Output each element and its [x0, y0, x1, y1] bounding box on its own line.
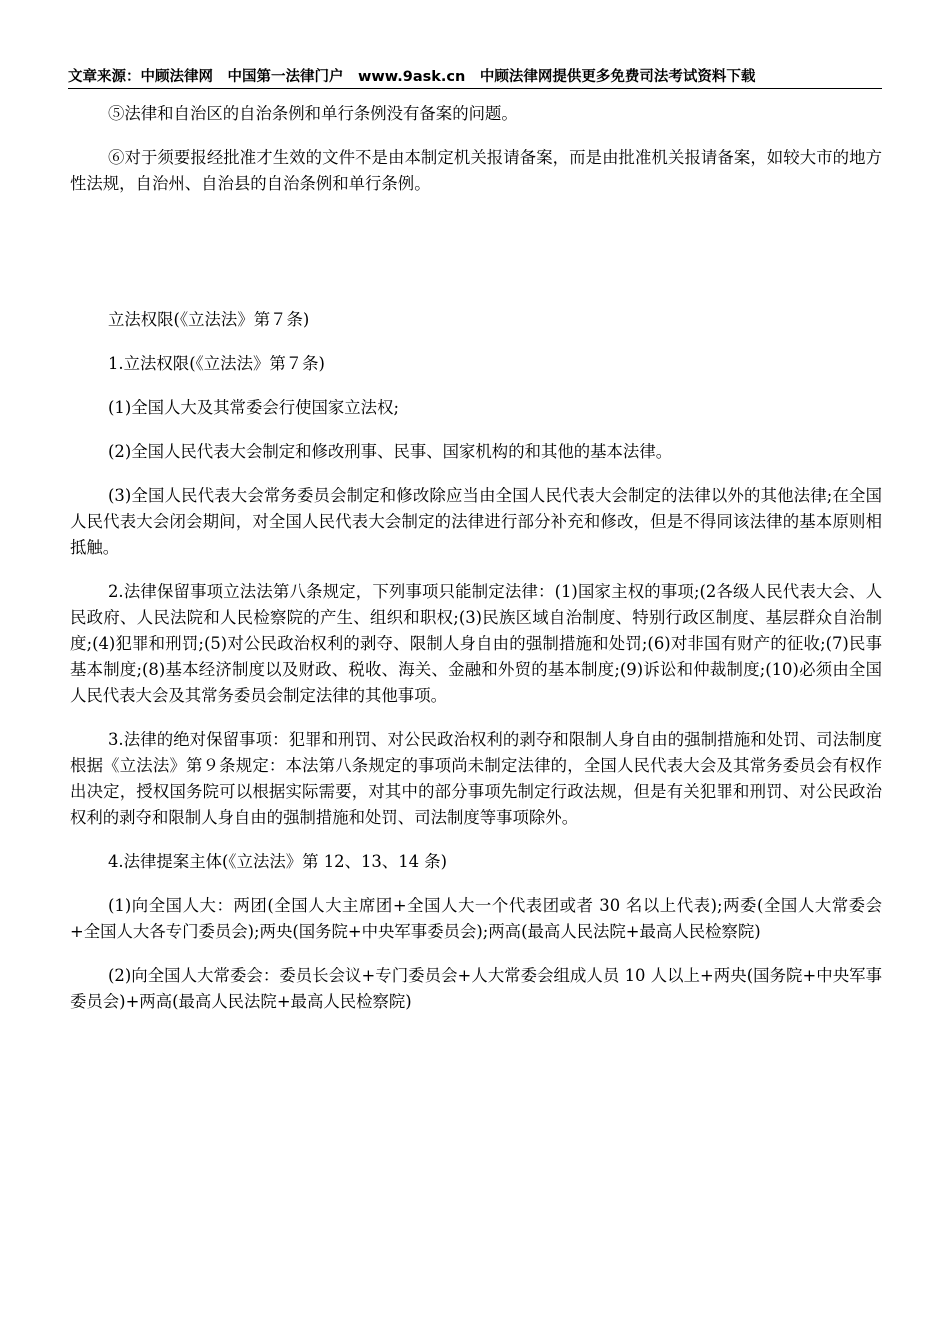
paragraph-proposers-npc: (1)向全国人大：两团(全国人大主席团+全国人大一个代表团或者 30 名以上代表);两委(全国人大常委会+全国人大各专门委员会);两央(国务院+中央军事委员会);两高(最高人民法院+最高人民检察院) [70, 896, 882, 941]
document-body [70, 101, 882, 1033]
paragraph-item-6: ⑥对于须要报经批准才生效的文件不是由本制定机关报请备案，而是由批准机关报请备案，如较大市的地方性法规，自治州、自治县的自治条例和单行条例。 [70, 148, 882, 193]
header-source-text: 文章来源：中顾法律网 中国第一法律门户 www.9ask.cn 中顾法律网提供更多免费司法考试资料下载 [68, 69, 756, 85]
paragraph-authority-3: (3)全国人民代表大会常务委员会制定和修改除应当由全国人民代表大会制定的法律以外的其他法律;在全国人民代表大会闭会期间，对全国人民代表大会制定的法律进行部分补充和修改，但是不得同该法律的基本原则相抵触。 [70, 486, 882, 557]
page-header [68, 68, 882, 89]
paragraph-absolute-reservation: 3.法律的绝对保留事项：犯罪和刑罚、对公民政治权利的剥夺和限制人身自由的强制措施和处罚、司法制度根据《立法法》第９条规定：本法第八条规定的事项尚未制定法律的，全国人民代表大会及其常务委员会有权作出决定，授权国务院可以根据实际需要，对其中的部分事项先制定行政法规，但是有关犯罪和刑罚、对公民政治权利的剥夺和限制人身自由的强制措施和处罚、司法制度等事项除外。 [70, 730, 882, 827]
paragraph-reserved-matters: 2.法律保留事项立法法第八条规定，下列事项只能制定法律：(1)国家主权的事项;(2各级人民代表大会、人民政府、人民法院和人民检察院的产生、组织和职权;(3)民族区域自治制度、特别行政区制度、基层群众自治制度;(4)犯罪和刑罚;(5)对公民政治权利的剥夺、限制人身自由的强制措施和处罚;(6)对非国有财产的征收;(7)民事基本制度;(8)基本经济制度以及财政、税收、海关、金融和外贸的基本制度;(9)诉讼和仲裁制度;(10)必须由全国人民代表大会及其常务委员会制定法律的其他事项。 [70, 582, 882, 705]
section-title: 立法权限(《立法法》第７条) [108, 310, 310, 329]
paragraph-authority-2: (2)全国人民代表大会制定和修改刑事、民事、国家机构的和其他的基本法律。 [108, 442, 673, 461]
paragraph-item-5: ⑤法律和自治区的自治条例和单行条例没有备案的问题。 [108, 104, 518, 123]
paragraph-proposers-standing-committee: (2)向全国人大常委会：委员长会议+专门委员会+人大常委会组成人员 10 人以上+两央(国务院+中央军事委员会)+两高(最高人民法院+最高人民检察院) [70, 966, 882, 1011]
paragraph-legislative-authority: 1.立法权限(《立法法》第７条) [108, 354, 325, 373]
paragraph-authority-1: (1)全国人大及其常委会行使国家立法权; [108, 398, 399, 417]
paragraph-bill-proposers: 4.法律提案主体(《立法法》第 12、13、14 条) [108, 852, 448, 871]
